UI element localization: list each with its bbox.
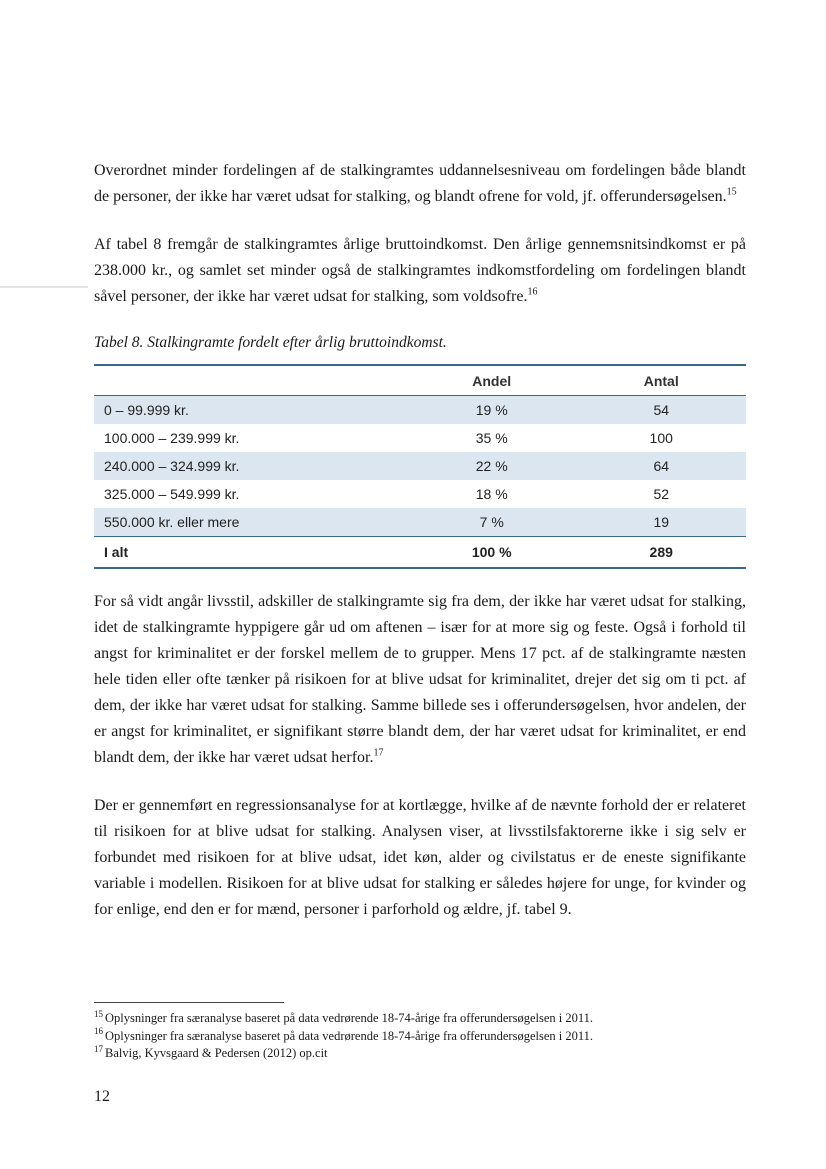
footnote-text: Oplysninger fra særanalyse baseret på data vedrørende 18-74-årige fra offerundersøgelsen i 2011.: [105, 1011, 594, 1025]
row-label: 100.000 – 239.999 kr.: [104, 430, 240, 446]
total-label: I alt: [94, 537, 407, 569]
footnote-separator: [94, 1002, 284, 1003]
row-label: 325.000 – 549.999 kr.: [104, 486, 240, 502]
paragraph-income: [94, 232, 746, 310]
table-row: [94, 424, 746, 452]
row-label: 240.000 – 324.999 kr.: [104, 458, 240, 474]
header-row: [94, 365, 746, 396]
row-andel: 19 %: [475, 402, 508, 418]
col-header-andel: Andel: [407, 365, 577, 396]
footnotes-section: [94, 1002, 746, 1063]
paragraph-text: Af tabel 8 fremgår de stalkingramtes årlige bruttoindkomst. Den årlige gennemsnitsindkomst er på 238.000 kr., og samlet set minder også de stalkingramtes indkomstfordeling om fordelingen blandt såvel personer, der ikke har været udsat for stalking, som voldsofre.: [94, 236, 746, 305]
table-row: [94, 508, 746, 537]
scan-artifact-line: [0, 286, 88, 288]
col-header-antal: Antal: [576, 365, 746, 396]
page-content: [94, 158, 746, 945]
paragraph-lifestyle: [94, 589, 746, 771]
row-andel: 7 %: [479, 514, 504, 530]
footnote-number: 15: [94, 1008, 103, 1019]
row-andel: 18 %: [475, 486, 508, 502]
row-antal: 19: [653, 514, 670, 530]
paragraph-text: Overordnet minder fordelingen af de stalkingramtes uddannelsesniveau om fordelingen både blandt de personer, der ikke har været udsat for stalking, og blandt ofrene for vold, jf. offerundersøgelsen.: [94, 162, 746, 205]
footnote-text: Balvig, Kyvsgaard & Pedersen (2012) op.cit: [105, 1046, 328, 1060]
table-row: [94, 396, 746, 425]
row-antal: 54: [653, 402, 670, 418]
table-total-row: [94, 537, 746, 569]
col-header-category: [94, 365, 407, 396]
row-antal: 100: [649, 430, 673, 446]
row-antal: 52: [653, 486, 670, 502]
table-row: [94, 480, 746, 508]
income-table-header: [94, 365, 746, 396]
paragraph-text: For så vidt angår livsstil, adskiller de stalkingramte sig fra dem, der ikke har været udsat for stalking, idet de stalkingramte hyppigere går ud om aftenen – især for at more sig og feste. Også i forhold til angst for kriminalitet er der forskel mellem de to grupper. Mens 17 pct. af de stalkingramte næsten hele tiden eller ofte tænker på risikoen for at blive udsat for kriminalitet, drejer det sig om ti pct. af dem, der ikke har været udsat for stalking. Samme billede ses i offerundersøgelsen, hvor andelen, der er angst for kriminalitet, er signifikant større blandt dem, der har været udsat for kriminalitet, er end blandt dem, der ikke har været udsat herfor.: [94, 593, 746, 766]
table-row: [94, 452, 746, 480]
paragraph-education: [94, 158, 746, 210]
income-table: [94, 364, 746, 569]
footnote-number: 17: [94, 1043, 103, 1054]
footnote-ref-15: 15: [726, 186, 737, 198]
footnote-ref-17: 17: [373, 747, 384, 759]
total-antal: 289: [576, 537, 746, 569]
footnote-15: [94, 1010, 746, 1028]
row-antal: 64: [653, 458, 670, 474]
row-andel: 22 %: [475, 458, 508, 474]
table-caption: Tabel 8. Stalkingramte fordelt efter årlig bruttoindkomst.: [94, 334, 447, 351]
total-andel: 100 %: [407, 537, 577, 569]
income-table-body: [94, 396, 746, 537]
income-table-footer: [94, 537, 746, 569]
footnote-ref-16: 16: [527, 286, 538, 298]
footnote-17: [94, 1045, 746, 1063]
footnote-16: [94, 1028, 746, 1046]
paragraph-regression: [94, 793, 746, 923]
row-andel: 35 %: [475, 430, 508, 446]
row-label: 0 – 99.999 kr.: [104, 402, 189, 418]
footnote-number: 16: [94, 1026, 103, 1037]
page-number: 12: [94, 1088, 110, 1105]
paragraph-text: Der er gennemført en regressionsanalyse for at kortlægge, hvilke af de nævnte forhold der er relateret til risikoen for at blive udsat for stalking. Analysen viser, at livsstilsfaktorerne ikke i sig selv er forbundet med risikoen for at blive udsat, idet køn, alder og civilstatus er de eneste signifikante variable i modellen. Risikoen for at blive udsat for stalking er således højere for unge, for kvinder og for enlige, end den er for mænd, personer i parforhold og ældre, jf. tabel 9.: [94, 797, 746, 918]
row-label: 550.000 kr. eller mere: [104, 514, 240, 530]
footnote-text: Oplysninger fra særanalyse baseret på data vedrørende 18-74-årige fra offerundersøgelsen i 2011.: [105, 1028, 594, 1043]
